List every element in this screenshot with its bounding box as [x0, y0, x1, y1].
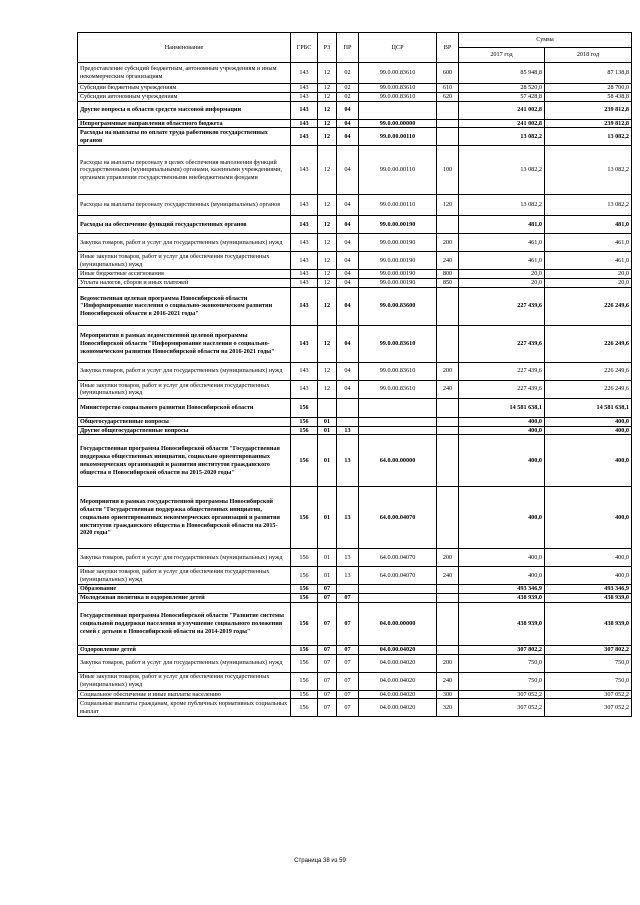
row-name: Закупка товаров, работ и услуг для государственных (муниципальных) нужд	[78, 654, 291, 672]
row-sum-2018: 400,0	[545, 426, 632, 435]
row-vr: 200	[437, 654, 459, 672]
row-sum-2017: 307 802,2	[459, 645, 545, 654]
row-sum-2017: 307 052,2	[459, 699, 545, 717]
row-sum-2018: 493 346,9	[545, 585, 632, 594]
row-grbs: 156	[291, 549, 318, 567]
row-grbs: 156	[291, 672, 318, 690]
row-sum-2017: 57 428,8	[459, 92, 545, 101]
row-csr: 04.0.00.04020	[359, 654, 437, 672]
row-name: Ведомственная целевая программа Новосибирской области "Информирование населения о социально-экономическом развитии Новосибирской области в 2016-2021 годы"	[78, 287, 291, 325]
row-name: Иные закупки товаров, работ и услуг для обеспечения государственных (муниципальных) нужд	[78, 672, 291, 690]
row-csr: 04.0.00.04020	[359, 699, 437, 717]
table-row	[78, 146, 632, 195]
row-name: Государственная программа Новосибирской области "Государственная поддержка общественных инициатив, социально ориентированных некоммерческих организаций и развития институтов гражданского общества в Новосибирской области на 2015-2020 годы"	[78, 435, 291, 487]
row-csr: 64.0.00.04070	[359, 567, 437, 585]
row-sum-2018: 307 052,2	[545, 699, 632, 717]
row-rz: 12	[318, 216, 337, 234]
table-row	[78, 567, 632, 585]
table-row	[78, 270, 632, 279]
row-rz: 07	[318, 690, 337, 699]
row-pr: 04	[337, 195, 359, 216]
row-csr: 99.0.00.00190	[359, 270, 437, 279]
row-grbs: 143	[291, 146, 318, 195]
row-rz: 12	[318, 146, 337, 195]
table-row	[78, 63, 632, 84]
table-row	[78, 417, 632, 426]
table-row	[78, 380, 632, 398]
row-sum-2017: 493 346,9	[459, 585, 545, 594]
row-vr	[437, 417, 459, 426]
table-row	[78, 398, 632, 417]
row-grbs: 143	[291, 234, 318, 252]
row-csr: 04.0.00.04020	[359, 690, 437, 699]
row-csr: 99.0.00.00000	[359, 119, 437, 128]
row-csr: 04.0.00.04020	[359, 672, 437, 690]
row-csr	[359, 426, 437, 435]
header-rz: РЗ	[318, 33, 337, 63]
row-sum-2017: 28 520,0	[459, 84, 545, 93]
row-rz: 07	[318, 602, 337, 645]
row-grbs: 156	[291, 699, 318, 717]
header-pr: ПР	[337, 33, 359, 63]
row-name: Социальные выплаты гражданам, кроме публичных нормативных социальных выплат	[78, 699, 291, 717]
table-row	[78, 92, 632, 101]
row-rz: 12	[318, 362, 337, 380]
row-sum-2017: 461,0	[459, 252, 545, 270]
row-vr	[437, 602, 459, 645]
row-vr	[437, 594, 459, 603]
row-grbs: 156	[291, 654, 318, 672]
table-row	[78, 128, 632, 146]
row-csr: 99.0.00.00190	[359, 216, 437, 234]
table-row	[78, 195, 632, 216]
row-sum-2017: 400,0	[459, 567, 545, 585]
row-vr: 200	[437, 234, 459, 252]
table-row	[78, 426, 632, 435]
row-sum-2018: 58 438,8	[545, 92, 632, 101]
row-grbs: 156	[291, 594, 318, 603]
row-sum-2018: 226 249,6	[545, 380, 632, 398]
row-sum-2018: 461,0	[545, 252, 632, 270]
row-pr: 07	[337, 699, 359, 717]
table-row	[78, 84, 632, 93]
row-vr	[437, 216, 459, 234]
row-vr	[437, 487, 459, 549]
row-sum-2017: 438 939,0	[459, 594, 545, 603]
row-pr: 04	[337, 362, 359, 380]
table-row	[78, 119, 632, 128]
row-name: Другие вопросы в области средств массовой информации	[78, 101, 291, 119]
row-name: Иные закупки товаров, работ и услуг для обеспечения государственных (муниципальных) нужд	[78, 567, 291, 585]
row-sum-2017: 20,0	[459, 270, 545, 279]
row-name: Иные закупки товаров, работ и услуг для обеспечения государственных (муниципальных) нужд	[78, 252, 291, 270]
row-grbs: 143	[291, 279, 318, 288]
row-rz: 12	[318, 234, 337, 252]
row-sum-2018: 20,0	[545, 279, 632, 288]
row-name: Закупка товаров, работ и услуг для государственных (муниципальных) нужд	[78, 234, 291, 252]
table-row	[78, 279, 632, 288]
row-pr: 13	[337, 426, 359, 435]
row-csr: 99.0.00.83600	[359, 287, 437, 325]
row-name: Общегосударственные вопросы	[78, 417, 291, 426]
table-row	[78, 252, 632, 270]
row-sum-2017: 400,0	[459, 417, 545, 426]
row-rz: 07	[318, 672, 337, 690]
row-name: Министерство социального развития Новосибирской области	[78, 398, 291, 417]
row-rz: 12	[318, 63, 337, 84]
row-vr	[437, 645, 459, 654]
row-pr: 04	[337, 128, 359, 146]
row-csr: 99.0.00.83610	[359, 380, 437, 398]
row-vr: 850	[437, 279, 459, 288]
row-grbs: 143	[291, 252, 318, 270]
row-vr: 240	[437, 672, 459, 690]
row-grbs: 156	[291, 398, 318, 417]
row-grbs: 156	[291, 487, 318, 549]
header-year-2018: 2018 год	[545, 48, 632, 63]
row-pr: 02	[337, 92, 359, 101]
table-row	[78, 645, 632, 654]
row-rz: 12	[318, 325, 337, 362]
row-csr	[359, 417, 437, 426]
row-vr: 200	[437, 362, 459, 380]
row-vr	[437, 398, 459, 417]
row-csr	[359, 594, 437, 603]
row-pr: 07	[337, 672, 359, 690]
row-rz: 01	[318, 426, 337, 435]
row-vr: 610	[437, 84, 459, 93]
row-pr: 04	[337, 146, 359, 195]
row-pr: 13	[337, 487, 359, 549]
row-sum-2017: 13 082,2	[459, 128, 545, 146]
row-vr	[437, 435, 459, 487]
row-grbs: 143	[291, 101, 318, 119]
row-grbs: 156	[291, 426, 318, 435]
row-vr: 240	[437, 252, 459, 270]
row-sum-2017: 227 439,6	[459, 380, 545, 398]
table-row	[78, 234, 632, 252]
row-csr: 99.0.00.00190	[359, 234, 437, 252]
row-pr: 02	[337, 63, 359, 84]
row-vr: 320	[437, 699, 459, 717]
row-csr: 99.0.00.00190	[359, 279, 437, 288]
row-pr: 04	[337, 216, 359, 234]
row-grbs: 156	[291, 645, 318, 654]
row-sum-2018: 750,0	[545, 672, 632, 690]
row-name: Расходы на выплаты персоналу государственных (муниципальных) органов	[78, 195, 291, 216]
row-sum-2018: 226 249,6	[545, 325, 632, 362]
row-sum-2018: 226 249,6	[545, 362, 632, 380]
table-row	[78, 654, 632, 672]
row-rz	[318, 398, 337, 417]
row-csr: 04.0.00.00000	[359, 602, 437, 645]
row-name: Субсидии автономным учреждениям	[78, 92, 291, 101]
row-pr	[337, 398, 359, 417]
row-name: Расходы на обеспечение функций государственных органов	[78, 216, 291, 234]
row-name: Субсидии бюджетным учреждениям	[78, 84, 291, 93]
row-sum-2017: 85 948,8	[459, 63, 545, 84]
row-csr: 64.0.00.00000	[359, 435, 437, 487]
row-sum-2018: 438 939,0	[545, 602, 632, 645]
row-name: Мероприятия в рамках ведомственной целевой программы Новосибирской области "Информирование населения о социально-экономическом развитии Новосибирской области на 2016-2021 годы"	[78, 325, 291, 362]
budget-table	[77, 32, 632, 717]
row-sum-2018: 750,0	[545, 654, 632, 672]
row-pr: 13	[337, 549, 359, 567]
row-sum-2017: 227 439,6	[459, 362, 545, 380]
row-grbs: 143	[291, 119, 318, 128]
row-vr: 300	[437, 690, 459, 699]
row-pr: 04	[337, 325, 359, 362]
row-name: Непрограммные направления областного бюджета	[78, 119, 291, 128]
table-row	[78, 287, 632, 325]
row-pr: 04	[337, 380, 359, 398]
row-sum-2018: 13 082,2	[545, 146, 632, 195]
header-grbs: ГРБС	[291, 33, 318, 63]
row-name: Государственная программа Новосибирской области "Развитие системы социальной поддержки населения и улучшение социального положения семей с детьми в Новосибирской области на 2014-2019 годы"	[78, 602, 291, 645]
row-vr	[437, 128, 459, 146]
row-grbs: 156	[291, 602, 318, 645]
row-sum-2017: 400,0	[459, 487, 545, 549]
header-name: Наименование	[78, 33, 291, 63]
row-sum-2018: 400,0	[545, 487, 632, 549]
page-number: Страница 38 из 59	[294, 858, 346, 864]
row-rz: 12	[318, 195, 337, 216]
table-row	[78, 594, 632, 603]
row-grbs: 143	[291, 84, 318, 93]
row-sum-2017: 13 082,2	[459, 195, 545, 216]
row-sum-2017: 438 939,0	[459, 602, 545, 645]
row-rz: 12	[318, 252, 337, 270]
row-sum-2017: 13 082,2	[459, 146, 545, 195]
table-row	[78, 672, 632, 690]
row-sum-2017: 14 581 638,1	[459, 398, 545, 417]
row-sum-2017: 400,0	[459, 549, 545, 567]
row-sum-2018: 307 052,2	[545, 690, 632, 699]
row-sum-2018: 13 082,2	[545, 195, 632, 216]
row-csr: 99.0.00.00110	[359, 195, 437, 216]
row-rz: 12	[318, 270, 337, 279]
row-rz: 12	[318, 101, 337, 119]
row-sum-2017: 20,0	[459, 279, 545, 288]
row-csr: 99.0.00.83610	[359, 63, 437, 84]
row-csr: 99.0.00.00110	[359, 128, 437, 146]
row-sum-2017: 400,0	[459, 435, 545, 487]
row-rz: 01	[318, 549, 337, 567]
row-rz: 12	[318, 92, 337, 101]
row-sum-2018: 400,0	[545, 549, 632, 567]
row-name: Образование	[78, 585, 291, 594]
table-row	[78, 699, 632, 717]
row-name: Предоставление субсидий бюджетным, автономным учреждениям и иным некоммерческим организациям	[78, 63, 291, 84]
row-csr: 99.0.00.83610	[359, 362, 437, 380]
row-csr	[359, 585, 437, 594]
row-vr: 240	[437, 567, 459, 585]
row-sum-2018: 239 812,8	[545, 101, 632, 119]
row-sum-2017: 400,0	[459, 426, 545, 435]
row-csr: 99.0.00.83610	[359, 325, 437, 362]
row-grbs: 143	[291, 216, 318, 234]
row-pr: 07	[337, 654, 359, 672]
row-sum-2017: 227 439,6	[459, 287, 545, 325]
row-vr	[437, 426, 459, 435]
row-csr: 04.0.00.04020	[359, 645, 437, 654]
row-rz: 12	[318, 279, 337, 288]
row-pr: 04	[337, 119, 359, 128]
row-pr: 13	[337, 435, 359, 487]
row-grbs: 143	[291, 380, 318, 398]
row-sum-2017: 241 002,8	[459, 119, 545, 128]
row-name: Другие общегосударственные вопросы	[78, 426, 291, 435]
table-row	[78, 216, 632, 234]
row-sum-2017: 307 052,2	[459, 690, 545, 699]
row-rz: 12	[318, 119, 337, 128]
row-sum-2017: 241 002,8	[459, 101, 545, 119]
header-sum: Сумма	[459, 33, 632, 48]
row-rz: 07	[318, 699, 337, 717]
row-sum-2018: 400,0	[545, 417, 632, 426]
row-vr: 600	[437, 63, 459, 84]
row-rz: 01	[318, 417, 337, 426]
row-csr: 64.0.00.04070	[359, 487, 437, 549]
row-sum-2017: 750,0	[459, 654, 545, 672]
row-pr: 07	[337, 602, 359, 645]
row-rz: 12	[318, 287, 337, 325]
row-grbs: 143	[291, 287, 318, 325]
row-grbs: 156	[291, 690, 318, 699]
row-grbs: 143	[291, 195, 318, 216]
row-pr: 04	[337, 270, 359, 279]
row-pr: 13	[337, 567, 359, 585]
row-pr: 04	[337, 252, 359, 270]
row-name: Социальное обеспечение и иные выплаты населению	[78, 690, 291, 699]
table-row	[78, 362, 632, 380]
row-rz: 07	[318, 594, 337, 603]
row-grbs: 143	[291, 325, 318, 362]
row-sum-2018: 461,0	[545, 234, 632, 252]
row-pr	[337, 417, 359, 426]
row-grbs: 143	[291, 128, 318, 146]
row-name: Иные закупки товаров, работ и услуг для обеспечения государственных (муниципальных) нужд	[78, 380, 291, 398]
row-sum-2018: 481,0	[545, 216, 632, 234]
row-grbs: 143	[291, 63, 318, 84]
row-pr: 07	[337, 594, 359, 603]
row-rz: 12	[318, 380, 337, 398]
row-csr: 99.0.00.83610	[359, 92, 437, 101]
table-row	[78, 690, 632, 699]
row-vr: 200	[437, 549, 459, 567]
table-row	[78, 549, 632, 567]
row-csr: 99.0.00.00110	[359, 146, 437, 195]
row-sum-2017: 750,0	[459, 672, 545, 690]
row-rz: 12	[318, 84, 337, 93]
row-grbs: 143	[291, 362, 318, 380]
row-csr	[359, 101, 437, 119]
row-csr	[359, 398, 437, 417]
row-name: Оздоровление детей	[78, 645, 291, 654]
row-vr: 120	[437, 195, 459, 216]
row-sum-2017: 481,0	[459, 216, 545, 234]
row-rz: 01	[318, 435, 337, 487]
row-sum-2018: 307 802,2	[545, 645, 632, 654]
header-csr: ЦСР	[359, 33, 437, 63]
row-grbs: 143	[291, 270, 318, 279]
row-name: Расходы на выплаты персоналу в целях обеспечения выполнения функций государственными (муниципальными) органами, казенными учреждениями, органами управления государственными внебюджетными фондами	[78, 146, 291, 195]
row-sum-2018: 87 138,8	[545, 63, 632, 84]
row-sum-2018: 226 249,6	[545, 287, 632, 325]
row-vr: 240	[437, 380, 459, 398]
row-grbs: 143	[291, 92, 318, 101]
row-pr: 04	[337, 101, 359, 119]
table-row	[78, 585, 632, 594]
row-name: Закупка товаров, работ и услуг для государственных (муниципальных) нужд	[78, 549, 291, 567]
row-sum-2018: 400,0	[545, 435, 632, 487]
row-name: Молодежная политика и оздоровление детей	[78, 594, 291, 603]
row-name: Закупка товаров, работ и услуг для государственных (муниципальных) нужд	[78, 362, 291, 380]
row-name: Расходы на выплаты по оплате труда работников государственных органов	[78, 128, 291, 146]
row-grbs: 156	[291, 417, 318, 426]
row-rz: 07	[318, 645, 337, 654]
row-sum-2017: 461,0	[459, 234, 545, 252]
row-pr: 07	[337, 690, 359, 699]
row-vr	[437, 585, 459, 594]
row-sum-2018: 239 812,8	[545, 119, 632, 128]
row-sum-2018: 13 082,2	[545, 128, 632, 146]
row-pr: 04	[337, 287, 359, 325]
row-vr: 800	[437, 270, 459, 279]
row-grbs: 156	[291, 567, 318, 585]
row-vr	[437, 287, 459, 325]
table-row	[78, 101, 632, 119]
row-pr: 04	[337, 279, 359, 288]
table-row	[78, 602, 632, 645]
header-vr: ВР	[437, 33, 459, 63]
row-sum-2017: 227 439,6	[459, 325, 545, 362]
row-rz: 07	[318, 654, 337, 672]
row-pr	[337, 585, 359, 594]
row-name: Мероприятия в рамках государственной программы Новосибирской области "Государственная поддержка общественных инициатив, социально ориентированных некоммерческих организаций и развития институтов гражданского общества в Новосибирской области на 2015-2020 годы"	[78, 487, 291, 549]
row-vr	[437, 119, 459, 128]
row-name: Уплата налогов, сборов и иных платежей	[78, 279, 291, 288]
row-sum-2018: 28 700,0	[545, 84, 632, 93]
row-vr: 620	[437, 92, 459, 101]
row-sum-2018: 14 581 638,1	[545, 398, 632, 417]
row-csr: 64.0.00.04070	[359, 549, 437, 567]
row-csr: 99.0.00.83610	[359, 84, 437, 93]
row-pr: 02	[337, 84, 359, 93]
row-rz: 07	[318, 585, 337, 594]
row-sum-2018: 438 939,0	[545, 594, 632, 603]
row-rz: 01	[318, 567, 337, 585]
row-csr: 99.0.00.00190	[359, 252, 437, 270]
table-row	[78, 487, 632, 549]
row-name: Иные бюджетные ассигнования	[78, 270, 291, 279]
row-grbs: 156	[291, 585, 318, 594]
row-rz: 01	[318, 487, 337, 549]
row-pr: 07	[337, 645, 359, 654]
row-vr	[437, 325, 459, 362]
table-row	[78, 325, 632, 362]
table-row	[78, 435, 632, 487]
row-sum-2018: 20,0	[545, 270, 632, 279]
row-grbs: 156	[291, 435, 318, 487]
row-pr: 04	[337, 234, 359, 252]
header-year-2017: 2017 год	[459, 48, 545, 63]
row-rz: 12	[318, 128, 337, 146]
row-vr: 100	[437, 146, 459, 195]
row-sum-2018: 400,0	[545, 567, 632, 585]
row-vr	[437, 101, 459, 119]
